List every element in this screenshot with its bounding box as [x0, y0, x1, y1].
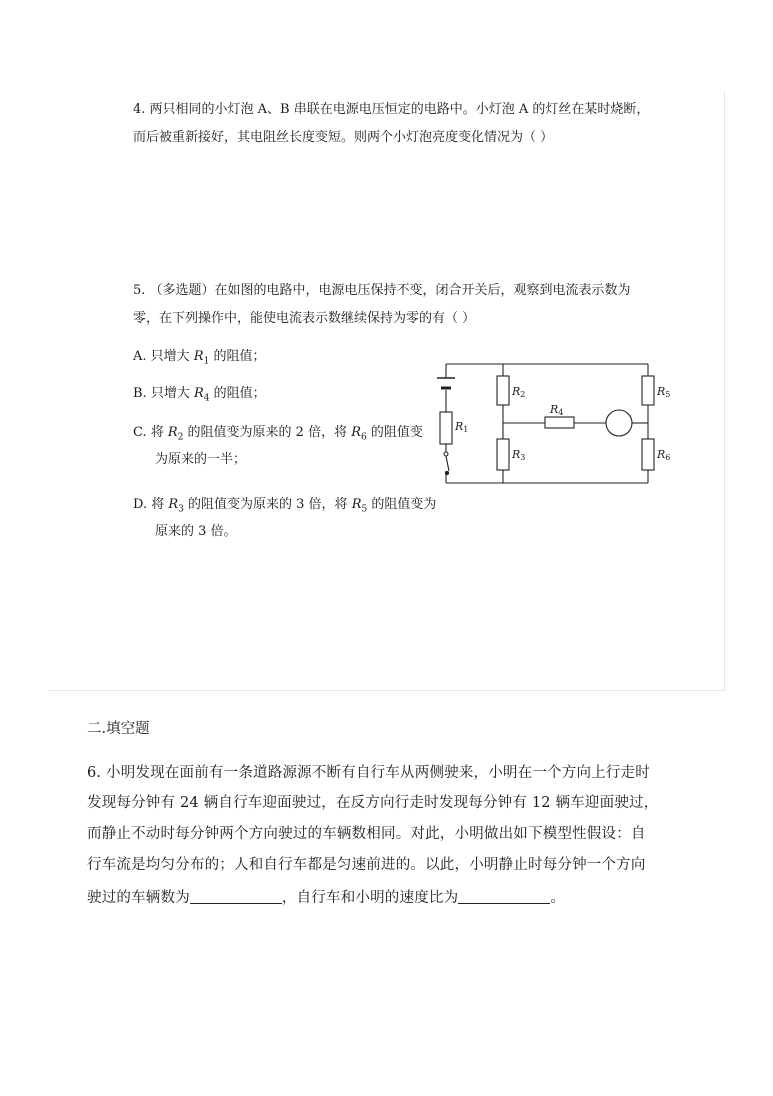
scan-frame-bottom: [48, 690, 726, 691]
ammeter-icon: [606, 410, 632, 436]
section-2-title: 二.填空题: [87, 721, 150, 737]
resistor-r5: [642, 376, 654, 405]
label-r2: R2: [512, 385, 526, 399]
resistor-r1: [440, 412, 452, 444]
resistor-r4: [545, 417, 574, 428]
circuit-diagram: [430, 355, 670, 495]
answer-blank-2[interactable]: [458, 889, 550, 904]
resistor-r6: [642, 439, 654, 470]
question-5-line-1: 5. （多选题）在如图的电路中，电源电压保持不变，闭合开关后，观察到电流表示数为: [133, 283, 631, 298]
question-4-line-2: 而后被重新接好，其电阻丝长度变短。则两个小灯泡亮度变化情况为（ ）: [133, 130, 554, 145]
battery-icon: [437, 378, 455, 388]
question-4-line-1: 4. 两只相同的小灯泡 A、B 串联在电源电压恒定的电路中。小灯泡 A 的灯丝在某时烧断，: [133, 102, 650, 117]
option-c-line-2: 为原来的一半；: [155, 452, 247, 467]
label-r1: R1: [455, 420, 469, 434]
switch-icon: [444, 452, 449, 475]
question-6-line-2: 发现每分钟有 24 辆自行车迎面驶过，在反方向行走时发现每分钟有 12 辆车迎面驶过，: [87, 795, 659, 811]
resistor-r3: [497, 439, 509, 470]
option-c-line-1: C. 将 $R_2$ 的阻值变为原来的 2 倍，将 $R_6$ 的阻值变: [133, 425, 423, 443]
question-5-line-2: 零，在下列操作中，能使电流表示数继续保持为零的有（ ）: [133, 311, 476, 326]
option-a: A. 只增大 $R_1$ 的阻值；: [133, 349, 266, 367]
option-d-line-1: D. 将 $R_3$ 的阻值变为原来的 3 倍，将 $R_5$ 的阻值变为: [133, 497, 437, 515]
label-r4: R4: [550, 403, 564, 417]
scan-frame-right: [724, 90, 725, 690]
question-6-line-5: 驶过的车辆数为 ，自行车和小明的速度比为 。: [87, 890, 566, 906]
label-r5: R5: [657, 385, 670, 399]
answer-blank-1[interactable]: [190, 889, 282, 904]
option-b: B. 只增大 $R_4$ 的阻值；: [133, 386, 266, 404]
resistor-r2: [497, 376, 509, 405]
question-6-line-4: 行车流是均匀分布的；人和自行车都是匀速前进的。以此，小明静止时每分钟一个方向: [87, 857, 646, 873]
question-6-line-3: 而静止不动时每分钟两个方向驶过的车辆数相同。对此，小明做出如下模型性假设：自: [87, 826, 646, 842]
option-d-line-2: 原来的 3 倍。: [155, 524, 237, 539]
label-r6: R6: [657, 448, 670, 462]
label-r3: R3: [512, 448, 526, 462]
question-6-line-1: 6. 小明发现在面前有一条道路源源不断有自行车从两侧驶来，小明在一个方向上行走时: [87, 765, 650, 781]
